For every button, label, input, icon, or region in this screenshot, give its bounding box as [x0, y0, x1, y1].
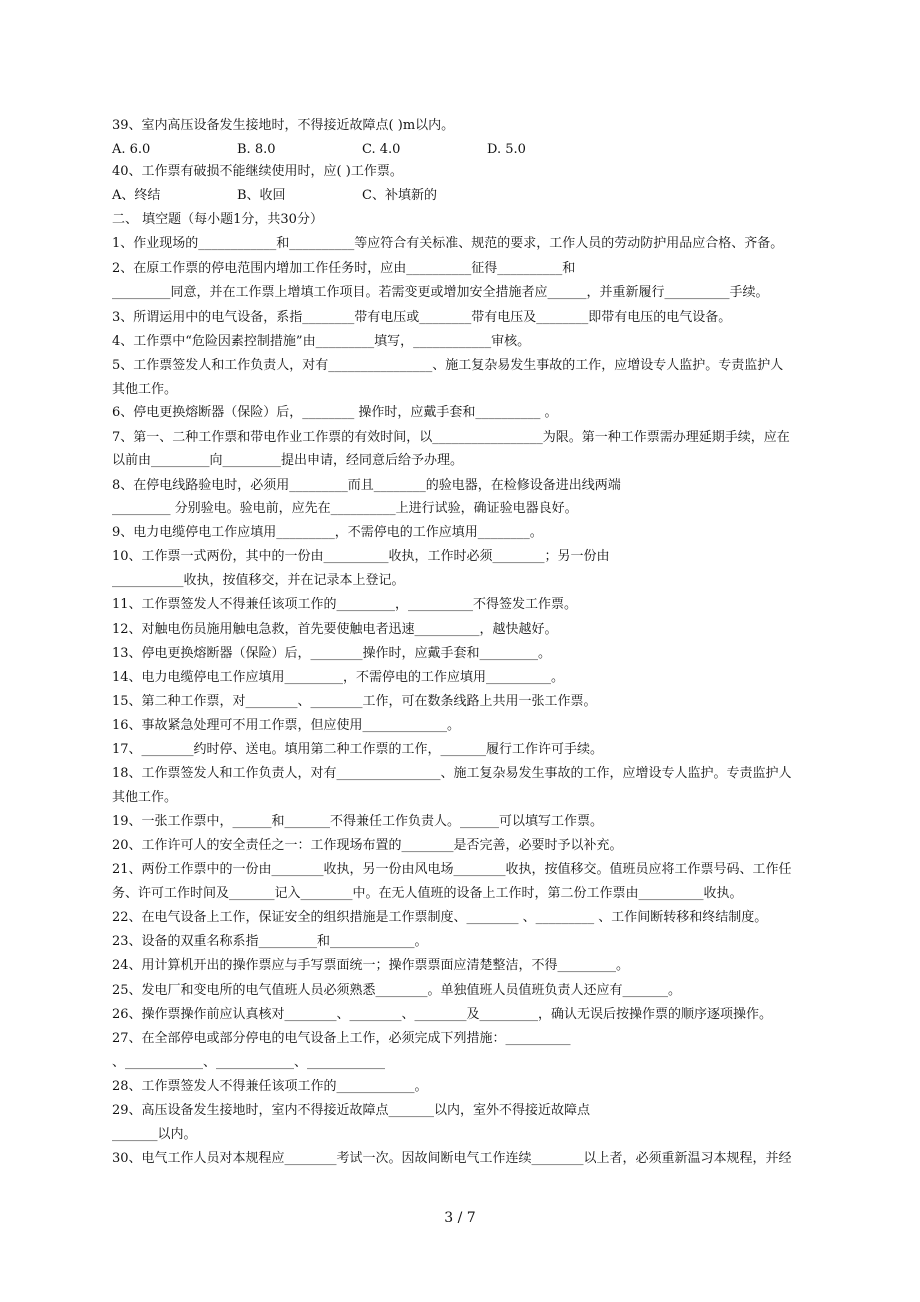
fill-line: 2、在原工作票的停电范围内增加工作任务时，应由__________征得__________和 — [112, 261, 576, 276]
fill-line: 务、许可工作时间及_______记入________中。在无人值班的设备上工作时，第二份工作票由__________收执。 — [112, 886, 743, 901]
fill-line: 13、停电更换熔断器（保险）后，________操作时，应戴手套和_________。 — [112, 646, 552, 661]
fill-line: 14、电力电缆停电工作应填用_________，不需停电的工作应填用__________。 — [112, 670, 565, 685]
fill-line: 25、发电厂和变电所的电气值班人员必须熟悉________。单独值班人员值班负责人还应有_______。 — [112, 983, 682, 998]
fill-line: 其他工作。 — [112, 790, 178, 805]
fill-line: 22、在电气设备上工作，保证安全的组织措施是工作票制度、________ 、_________ 、工作间断转移和终结制度。 — [112, 910, 768, 925]
fill-line: 19、一张工作票中，______和_______不得兼任工作负责人。______可以填写工作票。 — [112, 814, 604, 829]
fill-line: 以前由_________向_________提出申请，经同意后给予办理。 — [112, 453, 464, 468]
q40-option-b: B、收回 — [237, 188, 286, 203]
q39-option-a: A. 6.0 — [112, 142, 151, 157]
fill-line: 10、工作票一式两份，其中的一份由__________收执，工作时必须________；另一份由 — [112, 549, 610, 564]
q40-option-a: A、终结 — [112, 188, 161, 203]
fill-line: 8、在停电线路验电时，必须用_________而且________的验电器，在检修设备进出线两端 — [112, 478, 621, 493]
fill-line: 16、事故紧急处理可不用工作票，但应使用_____________。 — [112, 718, 461, 733]
q39-option-c: C. 4.0 — [362, 142, 401, 157]
fill-line: 4、工作票中“危险因素控制措施”由_________填写，____________审核。 — [112, 334, 531, 349]
fill-line: 3、所谓运用中的电气设备，系指________带有电压或________带有电压及________即带有电压的电气设备。 — [112, 310, 732, 325]
fill-line: _________ 分别验电。验电前，应先在__________上进行试验，确证验电器良好。 — [112, 501, 578, 516]
fill-line: 26、操作票操作前应认真核对________、________、________及_________，确认无误后按操作票的顺序逐项操作。 — [112, 1007, 773, 1022]
q39-option-b: B. 8.0 — [237, 142, 276, 157]
fill-line: 15、第二种工作票，对________、________工作，可在数条线路上共用一张工作票。 — [112, 694, 597, 709]
fill-line: 9、电力电缆停电工作应填用_________，不需停电的工作应填用________。 — [112, 525, 543, 540]
fill-line: 17、________约时停、送电。填用第二种工作票的工作，_______履行工作许可手续。 — [112, 742, 604, 757]
fill-line: 24、用计算机开出的操作票应与手写票面统一；操作票票面应清楚整洁，不得_________。 — [112, 958, 630, 973]
fill-line: 28、工作票签发人不得兼任该项工作的____________。 — [112, 1079, 428, 1094]
fill-line: 11、工作票签发人不得兼任该项工作的_________，__________不得签发工作票。 — [112, 597, 578, 612]
fill-line: 23、设备的双重名称系指_________和_____________。 — [112, 934, 428, 949]
question-39-stem: 39、室内高压设备发生接地时，不得接近故障点( )m以内。 — [112, 118, 455, 133]
fill-line: 27、在全部停电或部分停电的电气设备上工作，必须完成下列措施：__________ — [112, 1031, 571, 1046]
fill-line: 29、高压设备发生接地时，室内不得接近故障点_______以内，室外不得接近故障点 — [112, 1103, 591, 1118]
fill-line: 1、作业现场的____________和__________等应符合有关标准、规范的要求，工作人员的劳动防护用品应合格、齐备。 — [112, 236, 784, 251]
fill-line: 21、两份工作票中的一份由________收执，另一份由风电场________收执，按值移交。值班员应将工作票号码、工作任 — [112, 862, 792, 877]
fill-line: 5、工作票签发人和工作负责人，对有________________、施工复杂易发生事故的工作，应增设专人监护。专责监护人 — [112, 358, 784, 373]
fill-line: 7、第一、二种工作票和带电作业工作票的有效时间，以_________________为限。第一种工作票需办理延期手续，应在 — [112, 430, 790, 445]
question-40-stem: 40、工作票有破损不能继续使用时，应( )工作票。 — [112, 164, 403, 179]
q39-option-d: D. 5.0 — [487, 142, 526, 157]
fill-line: 12、对触电伤员施用触电急救，首先要使触电者迅速__________，越快越好。 — [112, 622, 558, 637]
q40-option-c: C、补填新的 — [362, 188, 437, 203]
fill-line: _________同意，并在工作票上增填工作项目。若需变更或增加安全措施者应______，并重新履行__________手续。 — [112, 285, 769, 300]
fill-line: 、____________、____________、____________ — [112, 1055, 386, 1070]
fill-line: 20、工作许可人的安全责任之一：工作现场布置的________是否完善，必要时予以补充。 — [112, 838, 623, 853]
page-number: 3 / 7 — [444, 1210, 476, 1226]
fill-line: _______以内。 — [112, 1127, 197, 1142]
fill-line: 6、停电更换熔断器（保险）后，________ 操作时，应戴手套和__________ 。 — [112, 405, 558, 420]
fill-line: 18、工作票签发人和工作负责人，对有________________、施工复杂易发生事故的工作，应增设专人监护。专责监护人 — [112, 766, 792, 781]
fill-line: 30、电气工作人员对本规程应________考试一次。因故间断电气工作连续________以上者，必须重新温习本规程，并经 — [112, 1151, 792, 1166]
fill-line: 其他工作。 — [112, 382, 178, 397]
fill-line: ___________收执，按值移交，并在记录本上登记。 — [112, 573, 405, 588]
section-heading: 二、 填空题（每小题1分，共30分） — [112, 212, 323, 227]
